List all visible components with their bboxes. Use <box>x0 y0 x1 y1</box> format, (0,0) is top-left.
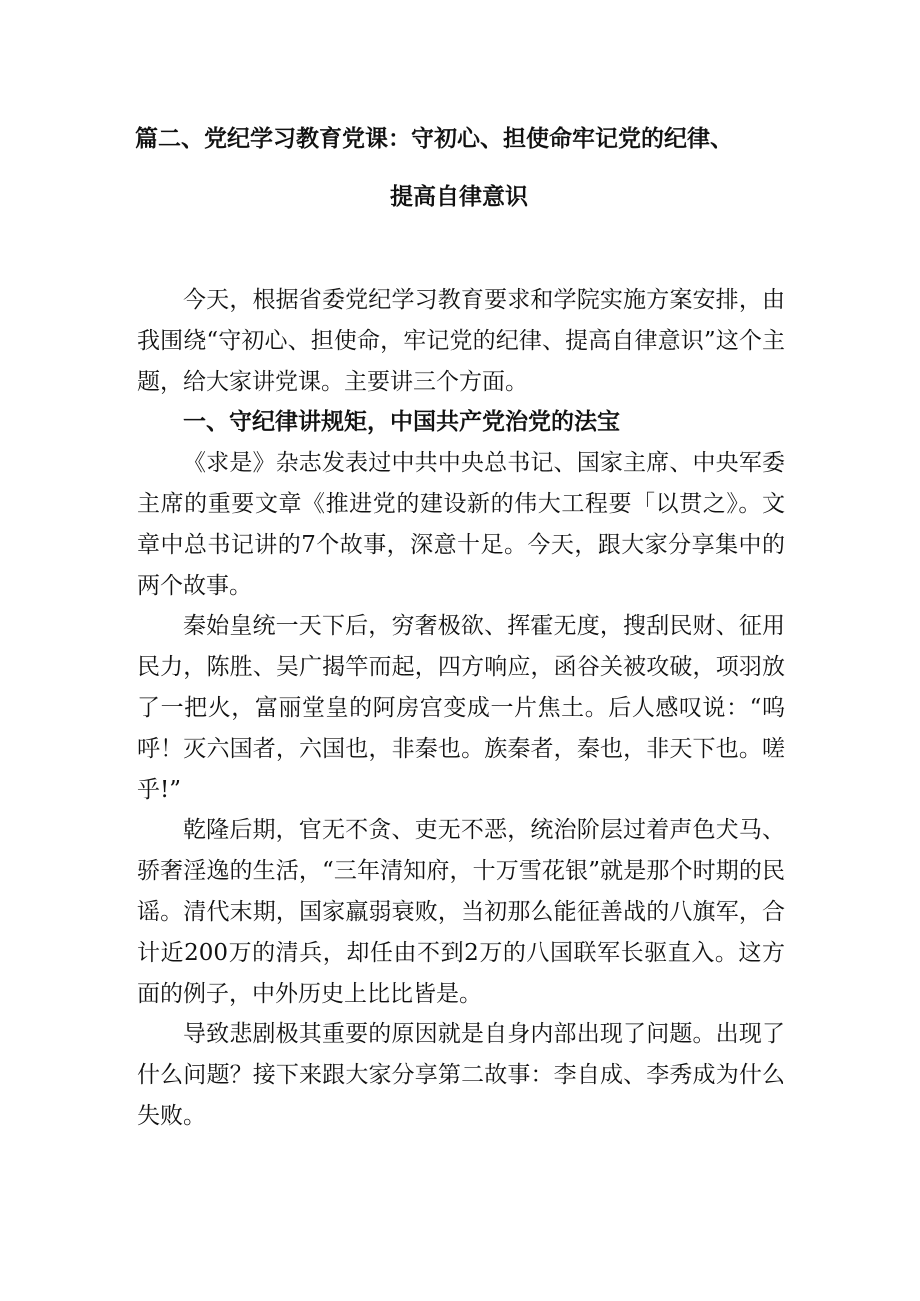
paragraph-intro: 今天，根据省委党纪学习教育要求和学院实施方案安排，由我围绕“守初心、担使命，牢记党的纪律、提高自律意识”这个主题，给大家讲党课。主要讲三个方面。 <box>137 287 785 395</box>
document-body <box>137 280 785 1137</box>
section-heading-1: 一、守纪律讲规矩，中国共产党治党的法宝 <box>183 409 620 436</box>
document-title-line-1: 篇二、党纪学习教育党课：守初心、担使命牢记党的纪律、 <box>135 126 733 152</box>
document-title-line-2: 提高自律意识 <box>390 184 528 210</box>
paragraph-qin: 秦始皇统一天下后，穷奢极欲、挥霍无度，搜刮民财、征用民力，陈胜、吴广揭竿而起，四方响应，函谷关被攻破，项羽放了一把火，富丽堂皇的阿房宫变成一片焦土。后人感叹说：“呜呼！灭六国者，六国也，非秦也。族秦者，秦也，非天下也。嗟乎!” <box>137 613 785 803</box>
paragraph-qiushi: 《求是》杂志发表过中共中央总书记、国家主席、中央军委主席的重要文章《推进党的建设新的伟大工程要「以贯之》。文章中总书记讲的7个故事，深意十足。今天，跟大家分享集中的两个故事。 <box>137 450 785 599</box>
paragraph-reason: 导致悲剧极其重要的原因就是自身内部出现了问题。出现了什么问题？接下来跟大家分享第二故事：李自成、李秀成为什么失败。 <box>137 1021 785 1129</box>
paragraph-qianlong: 乾隆后期，官无不贪、吏无不恶，统治阶层过着声色犬马、骄奢淫逸的生活，“三年清知府，十万雪花银”就是那个时期的民谣。清代末期，国家羸弱衰败，当初那么能征善战的八旗军，合计近200万的清兵，却任由不到2万的八国联军长驱直入。这方面的例子，中外历史上比比皆是。 <box>137 817 785 1007</box>
